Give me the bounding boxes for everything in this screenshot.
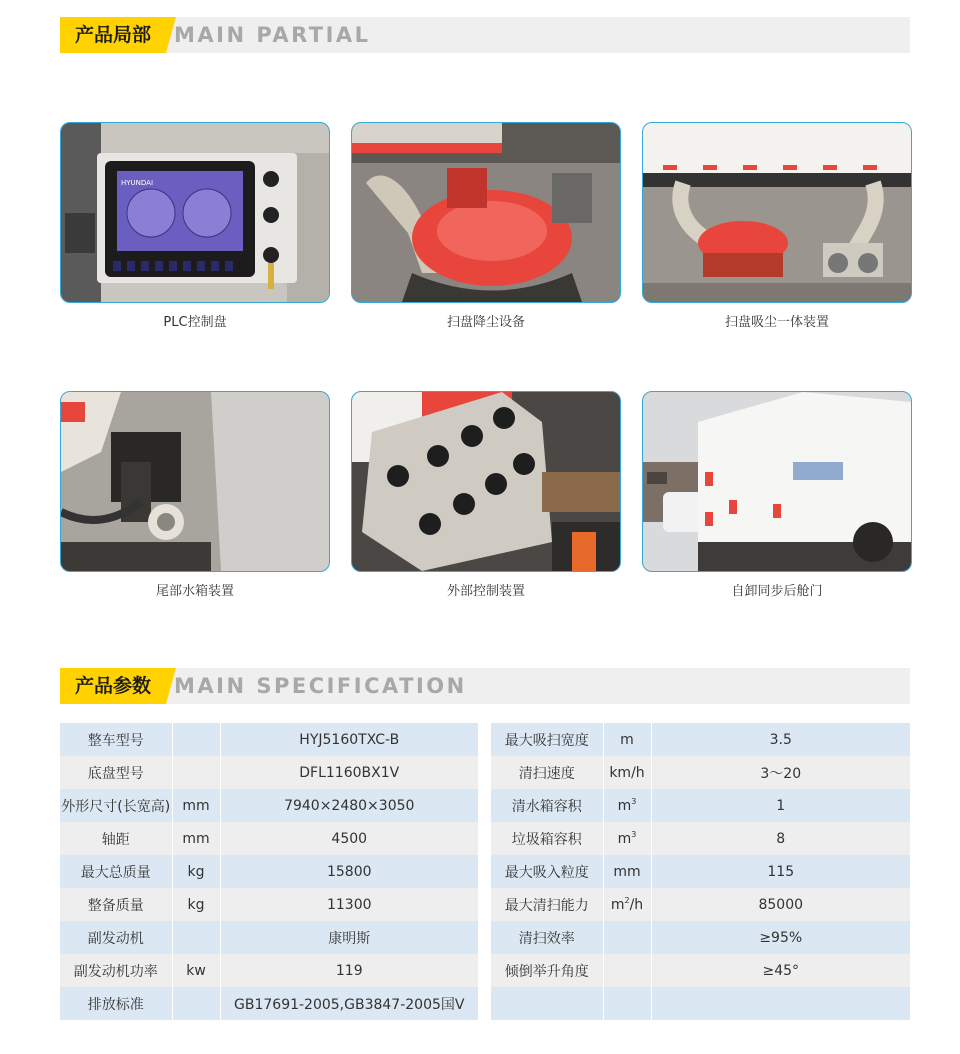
table-row — [491, 789, 910, 822]
spec-value: 3.5 — [651, 723, 910, 756]
photo-sweep-suction-device — [642, 122, 912, 303]
spec-value: 85000 — [651, 888, 910, 921]
spec-unit — [172, 756, 220, 789]
spec-value: HYJ5160TXC-B — [220, 723, 478, 756]
spec-value: 3～20 — [651, 756, 910, 789]
spec-name: 底盘型号 — [60, 756, 172, 789]
photo-rear-door — [642, 391, 912, 572]
spec-name: 垃圾箱容积 — [491, 822, 603, 855]
spec-table-right — [491, 723, 910, 1020]
photo-rear-water-tank — [60, 391, 330, 572]
table-row — [491, 723, 910, 756]
table-row — [491, 954, 910, 987]
partial-section-title-cn: 产品局部 — [60, 17, 166, 53]
spec-name: 副发动机功率 — [60, 954, 172, 987]
spec-unit: m — [603, 723, 651, 756]
table-row — [60, 822, 478, 855]
spec-value — [651, 987, 910, 1020]
table-row — [60, 723, 478, 756]
caption-rear-water-tank: 尾部水箱装置 — [155, 584, 234, 599]
table-row — [491, 756, 910, 789]
partial-section-header — [60, 17, 910, 53]
spec-section-title-cn: 产品参数 — [60, 668, 166, 704]
spec-name: 副发动机 — [60, 921, 172, 954]
spec-unit: kg — [172, 855, 220, 888]
spec-name: 最大吸扫宽度 — [491, 723, 603, 756]
table-row — [60, 921, 478, 954]
table-row — [491, 855, 910, 888]
table-row — [60, 888, 478, 921]
spec-value: ≥95% — [651, 921, 910, 954]
spec-name: 整车型号 — [60, 723, 172, 756]
spec-unit: mm — [172, 822, 220, 855]
caption-plc-control-panel: PLC控制盘 — [163, 315, 227, 330]
spec-unit: $m^2/h$ — [603, 888, 651, 921]
spec-value: 15800 — [220, 855, 478, 888]
table-row — [60, 789, 478, 822]
photo-external-control-device — [351, 391, 621, 572]
spec-unit — [172, 723, 220, 756]
spec-name: 整备质量 — [60, 888, 172, 921]
spec-unit — [172, 987, 220, 1020]
spec-unit: $m^3$ — [603, 789, 651, 822]
spec-name: 外形尺寸(长宽高) — [60, 789, 172, 822]
spec-name: 最大总质量 — [60, 855, 172, 888]
spec-unit — [603, 954, 651, 987]
partial-section-title-en: MAIN PARTIAL — [174, 23, 371, 47]
spec-value: 119 — [220, 954, 478, 987]
spec-value: 4500 — [220, 822, 478, 855]
table-row — [60, 855, 478, 888]
spec-unit: $m^3$ — [603, 822, 651, 855]
spec-value: 1 — [651, 789, 910, 822]
spec-name — [491, 987, 603, 1020]
photo-plc-control-panel — [60, 122, 330, 303]
table-row — [60, 954, 478, 987]
table-row — [491, 987, 910, 1020]
spec-name: 排放标准 — [60, 987, 172, 1020]
spec-name: 最大清扫能力 — [491, 888, 603, 921]
spec-name: 清水箱容积 — [491, 789, 603, 822]
spec-name: 倾倒举升角度 — [491, 954, 603, 987]
spec-table-left — [60, 723, 478, 1020]
caption-sweep-disc-dust-device: 扫盘降尘设备 — [446, 315, 525, 330]
photo-sweep-disc-dust-device — [351, 122, 621, 303]
spec-name: 最大吸入粒度 — [491, 855, 603, 888]
spec-unit — [603, 921, 651, 954]
spec-value: 11300 — [220, 888, 478, 921]
spec-unit: kg — [172, 888, 220, 921]
table-row — [60, 756, 478, 789]
spec-unit: kw — [172, 954, 220, 987]
spec-unit: mm — [172, 789, 220, 822]
spec-value: GB17691-2005,GB3847-2005国V — [220, 987, 478, 1020]
spec-value: 康明斯 — [220, 921, 478, 954]
spec-unit — [172, 921, 220, 954]
table-row — [491, 921, 910, 954]
spec-value: DFL1160BX1V — [220, 756, 478, 789]
caption-sweep-suction-device: 扫盘吸尘一体装置 — [724, 315, 829, 330]
spec-name: 清扫速度 — [491, 756, 603, 789]
spec-value: 7940×2480×3050 — [220, 789, 478, 822]
table-row — [60, 987, 478, 1020]
spec-section-header — [60, 668, 910, 704]
caption-rear-door: 自卸同步后舱门 — [731, 584, 823, 599]
screen-brand-text: HYUNDAI — [121, 179, 154, 187]
spec-section-title-en: MAIN SPECIFICATION — [174, 674, 467, 698]
spec-value: ≥45° — [651, 954, 910, 987]
caption-external-control-device: 外部控制装置 — [446, 584, 525, 599]
spec-value: 115 — [651, 855, 910, 888]
table-row — [491, 888, 910, 921]
table-row — [491, 822, 910, 855]
spec-unit — [603, 987, 651, 1020]
spec-name: 清扫效率 — [491, 921, 603, 954]
spec-name: 轴距 — [60, 822, 172, 855]
spec-value: 8 — [651, 822, 910, 855]
spec-unit: mm — [603, 855, 651, 888]
spec-unit: km/h — [603, 756, 651, 789]
